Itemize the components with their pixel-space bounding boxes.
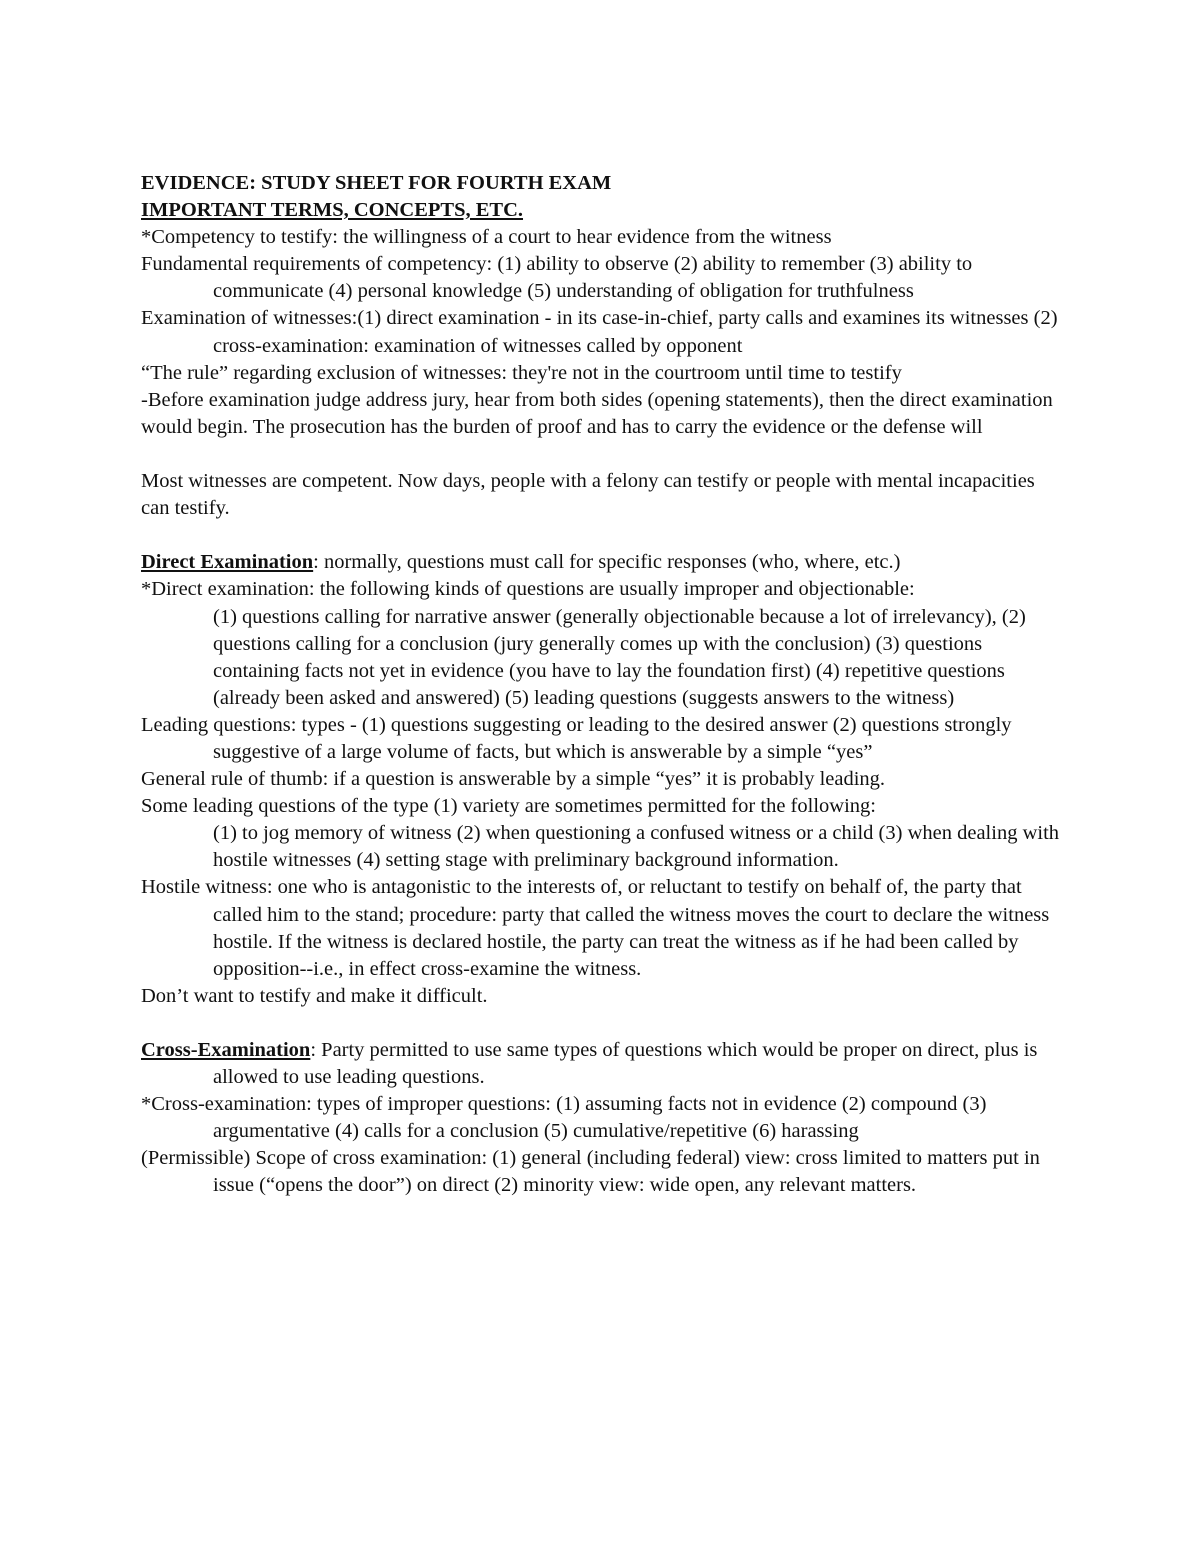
permitted-leading-list: (1) to jog memory of witness (2) when questioning a confused witness or a child (3) when dealing with hostile witnesses (4) setting stage with preliminary background information. (213, 822, 1060, 872)
competency-definition: *Competency to testify: the willingness of a court to hear evidence from the witness (141, 226, 832, 249)
paragraph-gap (141, 1010, 1066, 1037)
paragraph-gap (141, 441, 1066, 468)
direct-examination-text: : normally, questions must call for specific responses (who, where, etc.) (313, 551, 901, 574)
cross-examination-heading: Cross-Examination (141, 1039, 311, 1061)
exclusion-rule: “The rule” regarding exclusion of witnesses: they're not in the courtroom until time to testify (141, 361, 902, 384)
cross-examination-text: : Party permitted to use same types of questions which would be proper on direct, plus is allowed to use leading questions. (213, 1039, 1038, 1089)
cross-examination-definition (141, 1037, 1066, 1091)
examination-of-witnesses: Examination of witnesses:(1) direct examination - in its case-in-chief, party calls and examines its witnesses (2) cross-examination: examination of witnesses called by opponent (141, 307, 1058, 357)
before-examination-note: -Before examination judge address jury, hear from both sides (opening statements), then the direct examination would begin. The prosecution has the burden of proof and has to carry the evidence or the defense will (141, 388, 1053, 438)
fundamental-requirements: Fundamental requirements of competency: (1) ability to observe (2) ability to remember (3) ability to communicate (4) personal knowledge (5) understanding of obligation for truthfulness (141, 253, 973, 303)
most-witnesses-competent: Most witnesses are competent. Now days, people with a felony can testify or people with mental incapacities can testify. (141, 470, 1035, 520)
document-title: EVIDENCE: STUDY SHEET FOR FOURTH EXAM (141, 172, 612, 194)
dont-want-to-testify: Don’t want to testify and make it difficult. (141, 984, 488, 1007)
cross-improper-questions: *Cross-examination: types of improper questions: (1) assuming facts not in evidence (2) compound (3) argumentative (4) calls for a conclusion (5) cumulative/repetitive (6) harassing (141, 1093, 987, 1143)
direct-improper-intro: *Direct examination: the following kinds of questions are usually improper and objectionable: (141, 578, 915, 601)
rule-of-thumb: General rule of thumb: if a question is answerable by a simple “yes” it is probably leading. (141, 768, 886, 791)
direct-improper-list: (1) questions calling for narrative answer (generally objectionable because a lot of irrelevancy), (2) questions calling for a conclusion (jury generally comes up with the conclusion) (3) questions containing facts not yet in evidence (you have to lay the foundation first) (4) repetitive questions (already been asked and answered) (5) leading questions (suggests answers to the witness) (213, 605, 1026, 709)
hostile-witness: Hostile witness: one who is antagonistic to the interests of, or reluctant to testify on behalf of, the party that called him to the stand; procedure: party that called the witness moves the court to declare the witness hostile. If the witness is declared hostile, the party can treat the witness as if he had been called by opposition--i.e., in effect cross-examine the witness. (141, 876, 1050, 980)
permitted-leading-intro: Some leading questions of the type (1) variety are sometimes permitted for the following: (141, 795, 876, 818)
document-subtitle: IMPORTANT TERMS, CONCEPTS, ETC. (141, 199, 524, 222)
cross-scope: (Permissible) Scope of cross examination: (1) general (including federal) view: cross limited to matters put in issue (“opens the door”) on direct (2) minority view: wide open, any relevant matters. (141, 1147, 1040, 1197)
direct-examination-heading: Direct Examination (141, 551, 314, 574)
document-page (141, 170, 1066, 1200)
leading-question-types: Leading questions: types - (1) questions suggesting or leading to the desired answer (2) questions strongly suggestive of a large volume of facts, but which is answerable by a simple “yes” (141, 713, 1012, 763)
direct-examination-definition (141, 549, 1066, 576)
paragraph-gap (141, 522, 1066, 549)
